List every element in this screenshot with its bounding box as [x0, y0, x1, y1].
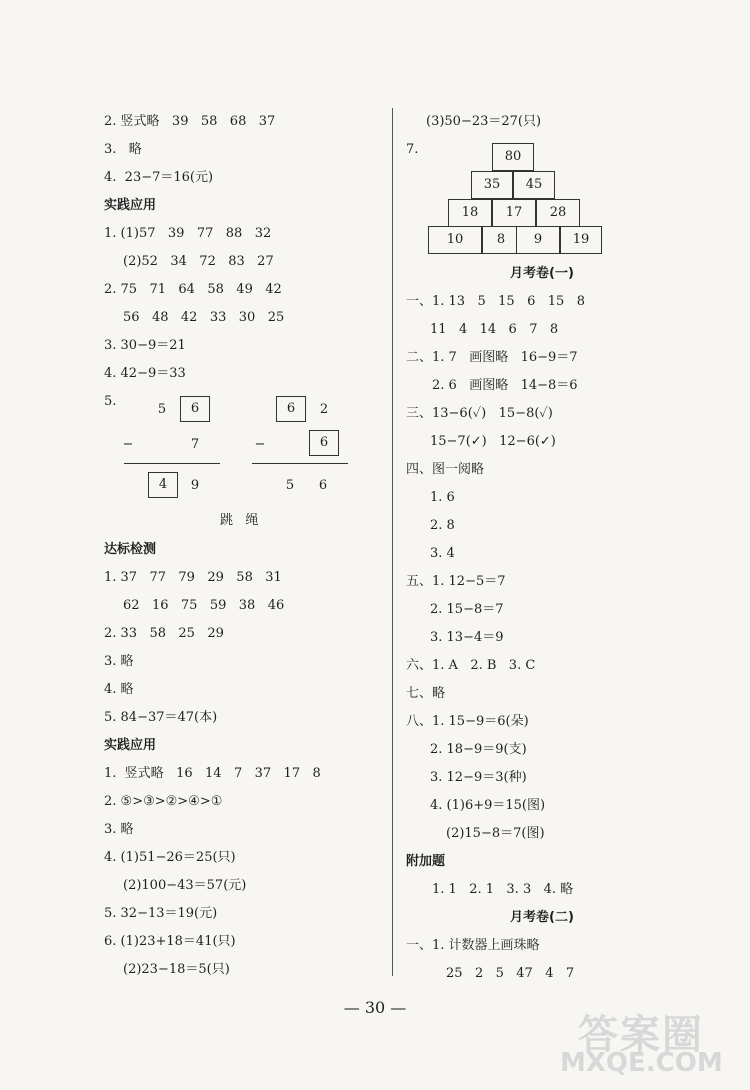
- section-heading: 实践应用: [104, 738, 157, 753]
- answer-line: (2)15−8＝7(图): [446, 826, 545, 841]
- minus-sign: −: [122, 437, 134, 452]
- answer-line: 3. 略: [104, 142, 142, 157]
- answer-line: 2. 18−9＝9(支): [430, 742, 527, 757]
- digit: 2: [319, 402, 329, 417]
- answer-line: 六、1. A 2. B 3. C: [406, 658, 536, 673]
- section-heading: 实践应用: [104, 198, 157, 213]
- pyramid-cell: 17: [492, 199, 536, 227]
- watermark-logo: 答案圈: [578, 1012, 704, 1058]
- answer-line: 1. 1 2. 1 3. 3 4. 略: [432, 882, 574, 897]
- answer-line: 五、1. 12−5＝7: [406, 574, 506, 589]
- answer-line: 3. 略: [104, 654, 134, 669]
- pyramid-cell: 45: [513, 171, 555, 199]
- pyramid-cell: 10: [428, 226, 482, 254]
- answer-line: (2)23−18＝5(只): [123, 962, 230, 977]
- answer-line: 3. 4: [430, 546, 455, 561]
- answer-box: 6: [276, 396, 306, 422]
- answer-line: 七、略: [406, 686, 446, 701]
- answer-line: 一、1. 计数器上画珠略: [406, 938, 540, 953]
- answer-line: 5. 84−37＝47(本): [104, 710, 218, 725]
- answer-line: 1. (1)57 39 77 88 32: [104, 226, 272, 241]
- underline: [252, 463, 348, 464]
- answer-line: 4. 略: [104, 682, 134, 697]
- column-divider: [392, 108, 393, 976]
- answer-line: (2)52 34 72 83 27: [123, 254, 274, 269]
- answer-line: 15−7(✓) 12−6(✓): [430, 434, 556, 449]
- answer-line: 5.: [104, 394, 117, 409]
- answer-line: 1. 竖式略 16 14 7 37 17 8: [104, 766, 321, 781]
- answer-line: 4. (1)6+9＝15(图): [430, 798, 546, 813]
- answer-box: 6: [180, 396, 210, 422]
- underline: [124, 463, 220, 464]
- answer-line: 2. 竖式略 39 58 68 37: [104, 114, 276, 129]
- section-heading: 附加题: [406, 854, 446, 869]
- answer-line: 4. 23−7＝16(元): [104, 170, 214, 185]
- section-heading: 达标检测: [104, 542, 157, 557]
- digit: 7: [190, 437, 200, 452]
- answer-line: 3. 略: [104, 822, 134, 837]
- answer-line: 4. (1)51−26＝25(只): [104, 850, 236, 865]
- answer-line: 4. 42−9＝33: [104, 366, 186, 381]
- answer-box: 4: [148, 472, 178, 498]
- pyramid-cell: 35: [471, 171, 513, 199]
- digit: 5: [157, 402, 167, 417]
- answer-line: 3. 30−9＝21: [104, 338, 186, 353]
- pyramid-cell: 18: [448, 199, 492, 227]
- minus-sign: −: [254, 437, 266, 452]
- answer-line: 7.: [406, 142, 419, 157]
- answer-line: 25 2 5 47 4 7: [446, 966, 575, 981]
- answer-line: 2. 33 58 25 29: [104, 626, 224, 641]
- answer-line: 2. ⑤>③>②>④>①: [104, 794, 223, 809]
- pyramid-cell: 9: [516, 226, 560, 254]
- pyramid-cell: 80: [492, 143, 534, 171]
- digit: 9: [190, 478, 200, 493]
- answer-line: 八、1. 15−9＝6(朵): [406, 714, 529, 729]
- answer-line: 二、1. 7 画图略 16−9＝7: [406, 350, 578, 365]
- answer-line: 四、图一阅略: [406, 462, 485, 477]
- answer-line: 2. 75 71 64 58 49 42: [104, 282, 282, 297]
- answer-line: 1. 6: [430, 490, 455, 505]
- answer-line: (3)50−23＝27(只): [426, 114, 542, 129]
- answer-line: 三、13−6(✓) 15−8(✓): [406, 406, 553, 421]
- answer-line: 5. 32−13＝19(元): [104, 906, 218, 921]
- digit: 6: [318, 478, 328, 493]
- pyramid-cell: 28: [536, 199, 580, 227]
- answer-line: 11 4 14 6 7 8: [430, 322, 559, 337]
- answer-line: 56 48 42 33 30 25: [123, 310, 285, 325]
- answer-line: 2. 15−8＝7: [430, 602, 504, 617]
- page-number: — 30 —: [343, 998, 407, 1017]
- answer-line: 6. (1)23+18＝41(只): [104, 934, 236, 949]
- watermark-url: MXQE.COM: [560, 1048, 723, 1078]
- answer-box: 6: [309, 430, 339, 456]
- answer-line: 跳 绳: [220, 513, 259, 528]
- answer-line: 3. 12−9＝3(种): [430, 770, 527, 785]
- answer-line: 1. 37 77 79 29 58 31: [104, 570, 282, 585]
- pyramid-cell: 8: [482, 226, 520, 254]
- answer-line: 2. 8: [430, 518, 455, 533]
- pyramid-cell: 19: [560, 226, 602, 254]
- digit: 5: [285, 478, 295, 493]
- answer-line: 2. 6 画图略 14−8＝6: [432, 378, 578, 393]
- answer-line: 一、1. 13 5 15 6 15 8: [406, 294, 585, 309]
- section-heading: 月考卷(二): [510, 910, 574, 925]
- section-heading: 月考卷(一): [510, 266, 574, 281]
- answer-line: 62 16 75 59 38 46: [123, 598, 285, 613]
- answer-line: 3. 13−4＝9: [430, 630, 504, 645]
- answer-line: (2)100−43＝57(元): [123, 878, 247, 893]
